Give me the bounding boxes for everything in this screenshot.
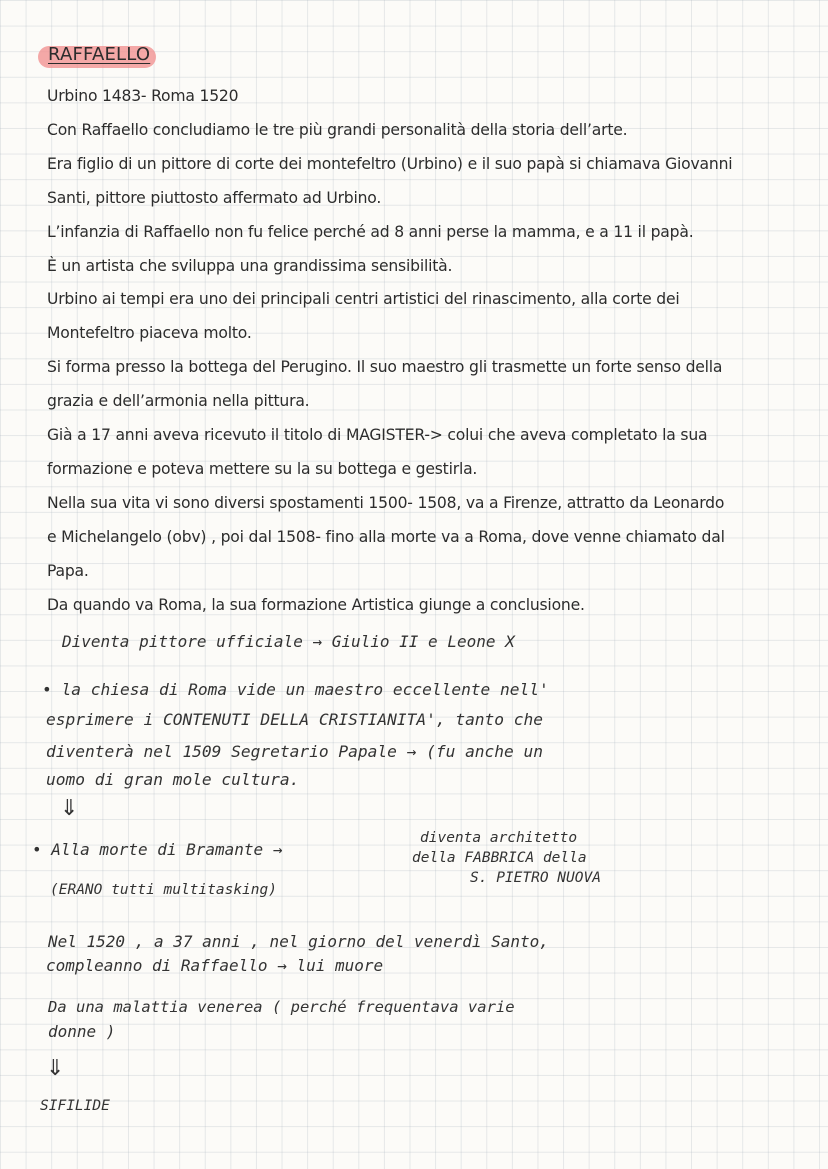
note-line: Santi, pittore piuttosto affermato ad Urbino.	[47, 188, 382, 207]
handwritten-morte-line: Nel 1520 , a 37 anni , nel giorno del venerdì Santo,	[48, 932, 549, 951]
handwritten-chiesa-line: esprimere i CONTENUTI DELLA CRISTIANITA', tanto che	[46, 710, 544, 729]
note-line: Già a 17 anni aveva ricevuto il titolo di MAGISTER-> colui che aveva completato la sua	[47, 426, 708, 445]
handwritten-chiesa-line: • la chiesa di Roma vide un maestro eccellente nell'	[42, 680, 549, 699]
handwritten-sifilide: SIFILIDE	[40, 1098, 110, 1114]
handwritten-pittore: Diventa pittore ufficiale → Giulio II e Leone X	[62, 632, 515, 651]
handwritten-chiesa-line: diventerà nel 1509 Segretario Papale → (fu anche un	[46, 742, 544, 761]
handwritten-architetto-line: della FABBRICA della	[412, 850, 587, 866]
handwritten-morte-line: compleanno di Raffaello → lui muore	[46, 956, 384, 975]
handwritten-malattia-line: donne )	[48, 1022, 116, 1041]
handwritten-malattia-line: Da una malattia venerea ( perché frequentava varie	[48, 998, 515, 1016]
handwritten-bramante: • Alla morte di Bramante →	[32, 840, 283, 859]
note-line: Si forma presso la bottega del Perugino. Il suo maestro gli trasmette un forte senso della	[47, 358, 723, 377]
handwritten-architetto-line: S. PIETRO NUOVA	[470, 870, 601, 886]
arrow-down-icon: ⇓	[46, 1056, 65, 1081]
page-title: RAFFAELLO	[48, 44, 151, 65]
note-line: Urbino ai tempi era uno dei principali centri artistici del rinascimento, alla corte dei	[47, 290, 680, 309]
note-line: Era figlio di un pittore di corte dei montefeltro (Urbino) e il suo papà si chiamava Giovanni	[47, 154, 733, 173]
note-line: Montefeltro piaceva molto.	[47, 324, 252, 343]
note-line: L’infanzia di Raffaello non fu felice perché ad 8 anni perse la mamma, e a 11 il papà.	[47, 222, 694, 241]
note-line: Nella sua vita vi sono diversi spostamenti 1500- 1508, va a Firenze, attratto da Leonardo	[47, 493, 725, 512]
handwritten-chiesa-line: uomo di gran mole cultura.	[46, 770, 300, 789]
title-block	[38, 44, 150, 65]
note-line: Papa.	[47, 561, 89, 580]
handwritten-architetto-line: diventa architetto	[420, 830, 578, 846]
note-line: Da quando va Roma, la sua formazione Artistica giunge a conclusione.	[47, 595, 585, 614]
note-line: formazione e poteva mettere su la su bottega e gestirla.	[47, 459, 478, 478]
arrow-down-icon: ⇓	[60, 796, 79, 821]
handwritten-multitasking: (ERANO tutti multitasking)	[50, 882, 277, 898]
note-line: Con Raffaello concludiamo le tre più grandi personalità della storia dell’arte.	[47, 120, 628, 139]
note-line: Urbino 1483- Roma 1520	[47, 87, 239, 105]
note-line: grazia e dell’armonia nella pittura.	[47, 392, 310, 411]
typed-notes	[47, 80, 817, 623]
note-line: e Michelangelo (obv) , poi dal 1508- fino alla morte va a Roma, dove venne chiamato dal	[47, 527, 725, 546]
note-line: È un artista che sviluppa una grandissima sensibilità.	[47, 256, 453, 275]
